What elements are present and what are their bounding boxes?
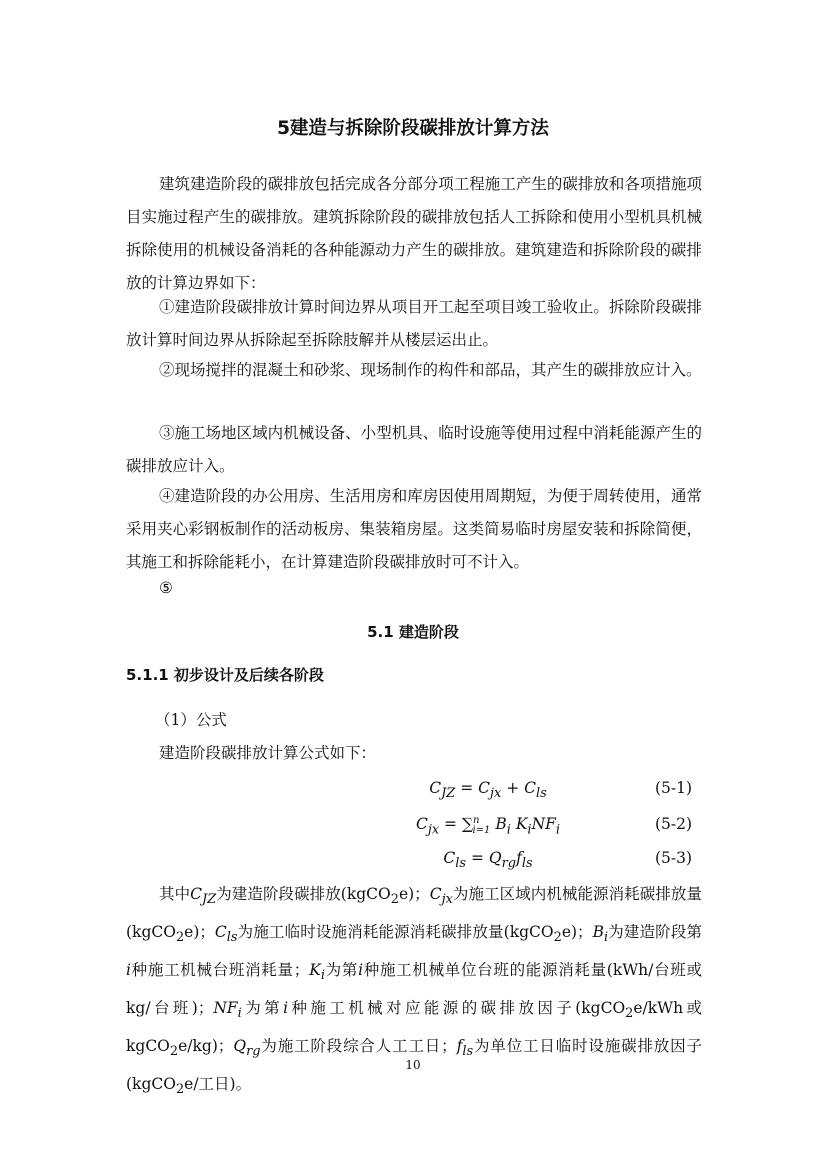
equation-formula: $C_{JZ} = C_{jx} + C_{ls}$ bbox=[429, 779, 547, 802]
list-item-1: ①建造阶段碳排放计算时间边界从项目开工起至项目竣工验收止。拆除阶段碳排放计算时间边界从拆除起至拆除肢解并从楼层运出止。 bbox=[126, 298, 702, 349]
subsection-formula: （1）公式 bbox=[155, 711, 227, 729]
intro-paragraph: 建筑建造阶段的碳排放包括完成各分部分项工程施工产生的碳排放和各项措施项目实施过程产生的碳排放。建筑拆除阶段的碳排放包括人工拆除和使用小型机具机械拆除使用的机械设备消耗的各种能源动力产生的碳排放。建筑建造和拆除阶段的碳排放的计算边界如下： bbox=[126, 175, 702, 292]
list-item-5: ⑤ bbox=[159, 579, 173, 597]
equation-formula: $C_{ls} = Q_{rg}f_{ls}$ bbox=[443, 849, 533, 872]
equation-number: (5-3) bbox=[654, 849, 692, 867]
equation-number: (5-2) bbox=[654, 815, 692, 833]
list-item-4: ④建造阶段的办公用房、生活用房和库房因使用周期短，为便于周转使用，通常采用夹心彩钢板制作的活动板房、集装箱房屋。这类简易临时房屋安装和拆除简便，其施工和拆除能耗小，在计算建造阶段碳排放时可不计入。 bbox=[126, 487, 702, 571]
equation-5-3 bbox=[126, 849, 702, 879]
list-item-3: ③施工场地区域内机械设备、小型机具、临时设施等使用过程中消耗能源产生的碳排放应计入。 bbox=[126, 424, 702, 475]
list-item-2: ②现场搅拌的混凝土和砂浆、现场制作的构件和部品，其产生的碳排放应计入。 bbox=[159, 361, 702, 379]
section-heading-5-1-1: 5.1.1 初步设计及后续各阶段 bbox=[126, 666, 324, 684]
page-title: 5建造与拆除阶段碳排放计算方法 bbox=[277, 118, 549, 139]
page-number: 10 bbox=[405, 1058, 421, 1072]
section-heading-5-1: 5.1 建造阶段 bbox=[367, 623, 459, 641]
equation-5-1 bbox=[126, 779, 702, 809]
equation-5-2 bbox=[126, 815, 702, 845]
equation-formula: $C_{jx} = \sum^n_{i=1}$ $B_i$ $K_iNF_i$ bbox=[415, 815, 561, 838]
equation-number: (5-1) bbox=[654, 779, 692, 797]
definitions-paragraph: 其中$C_{JZ}$为建造阶段碳排放(kgCO$_2$e)；$C_{jx}$为施工区域内机械能源消耗碳排放量(kgCO$_2$e)；$C_{ls}$为施工临时设施消耗能源消耗碳排放量(kgCO$_2$e)；$B_i$为建造阶段第i种施工机械台班消耗量；$K_i$为第i种施工机械单位台班的能源消耗量(kWh/台班或kg/台班)；$NF_i$为第i种施工机械对应能源的碳排放因子(kgCO$_2$e/kWh或kgCO$_2$e/kg)；$Q_{rg}$为施工阶段综合人工工日；$f_{ls}$为单位工日临时设施碳排放因子(kgCO$_2$e/工日)。 bbox=[126, 885, 702, 1098]
formula-intro: 建造阶段碳排放计算公式如下： bbox=[159, 744, 377, 762]
